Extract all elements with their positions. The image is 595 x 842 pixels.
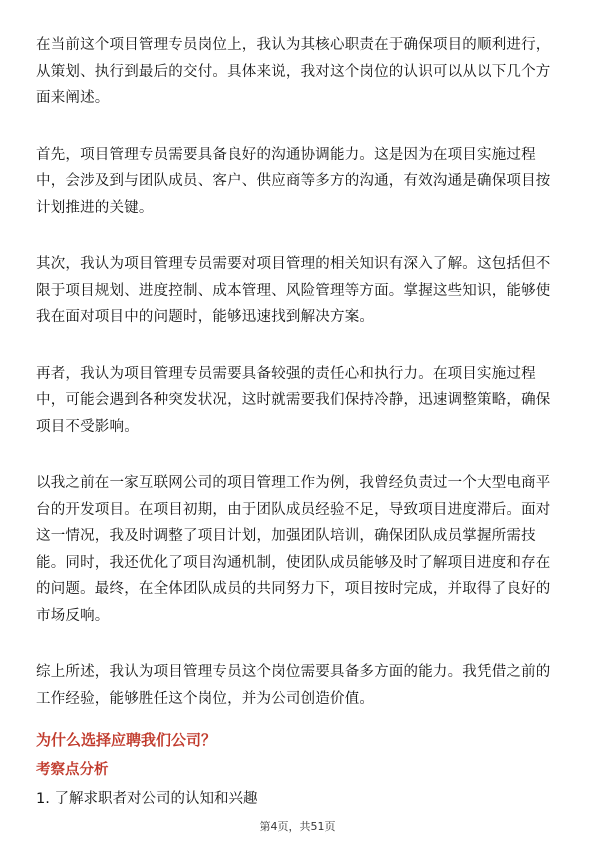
paragraph: 在当前这个项目管理专员岗位上，我认为其核心职责在于确保项目的顺利进行，从策划、执行到最后的交付。具体来说，我对这个岗位的认识可以从以下几个方面来阐述。 [36, 37, 551, 106]
paragraph: 综上所述，我认为项目管理专员这个岗位需要具备多方面的能力。我凭借之前的工作经验，能够胜任这个岗位，并为公司创造价值。 [36, 664, 551, 707]
analysis-title: 考察点分析 [36, 762, 109, 778]
document-body [36, 32, 560, 812]
page-footer: 第4页，共51页 [259, 820, 336, 833]
analysis-point: 1. 了解求职者对公司的认知和兴趣 [36, 791, 258, 807]
paragraph: 其次，我认为项目管理专员需要对项目管理的相关知识有深入了解。这包括但不限于项目规划、进度控制、成本管理、风险管理等方面。掌握这些知识，能够使我在面对项目中的问题时，能够迅速找到解决方案。 [36, 256, 551, 325]
paragraph: 首先，项目管理专员需要具备良好的沟通协调能力。这是因为在项目实施过程中，会涉及到与团队成员、客户、供应商等多方的沟通，有效沟通是确保项目按计划推进的关键。 [36, 146, 551, 216]
question-title: 为什么选择应聘我们公司？ [36, 731, 217, 749]
paragraph: 再者，我认为项目管理专员需要具备较强的责任心和执行力。在项目实施过程中，可能会遇到各种突发状况，这时就需要我们保持冷静，迅速调整策略，确保项目不受影响。 [36, 365, 551, 435]
paragraph: 以我之前在一家互联网公司的项目管理工作为例，我曾经负责过一个大型电商平台的开发项目。在项目初期，由于团队成员经验不足，导致项目进度滞后。面对这一情况，我及时调整了项目计划，加强团队培训，确保团队成员掌握所需技能。同时，我还优化了项目沟通机制，使团队成员能够及时了解项目进度和存在的问题。最终，在全体团队成员的共同努力下，项目按时完成，并取得了良好的市场反响。 [36, 475, 551, 624]
